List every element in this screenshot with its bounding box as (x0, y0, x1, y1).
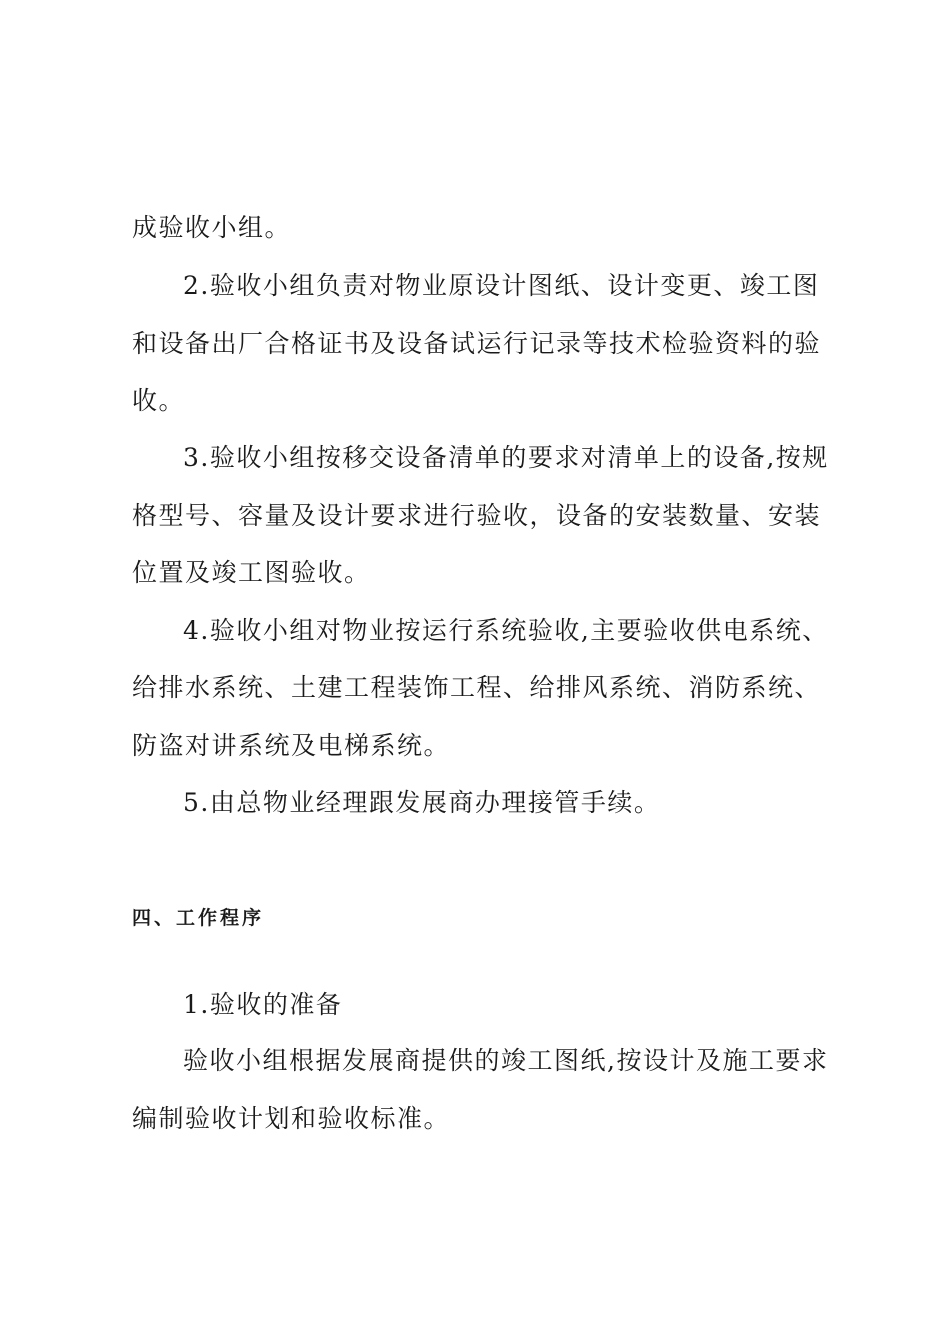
list-item-3-line-2: 格型号、容量及设计要求进行验收，设备的安装数量、安装 (132, 501, 822, 530)
subsection-title: 1.验收的准备 (183, 990, 343, 1019)
list-item-4-line-3: 防盗对讲系统及电梯系统。 (132, 731, 451, 760)
list-item-3-line-1: 3.验收小组按移交设备清单的要求对清单上的设备,按规 (183, 443, 829, 472)
list-item-4-line-2: 给排水系统、土建工程装饰工程、给排风系统、消防系统、 (132, 673, 822, 702)
paragraph-line-2: 编制验收计划和验收标准。 (132, 1104, 451, 1133)
list-item-3-line-3: 位置及竣工图验收。 (132, 558, 371, 587)
list-item-2-line-2: 和设备出厂合格证书及设备试运行记录等技术检验资料的验 (132, 329, 822, 358)
list-item-5-line-1: 5.由总物业经理跟发展商办理接管手续。 (183, 788, 661, 817)
list-item-2-line-1: 2.验收小组负责对物业原设计图纸、设计变更、竣工图 (183, 271, 820, 300)
paragraph-line-1: 验收小组根据发展商提供的竣工图纸,按设计及施工要求 (183, 1046, 829, 1075)
list-item-4-line-1: 4.验收小组对物业按运行系统验收,主要验收供电系统、 (183, 616, 829, 645)
list-item-2-line-3: 收。 (132, 386, 186, 415)
section-heading: 四、工作程序 (132, 907, 265, 929)
body-text-line: 成验收小组。 (132, 213, 292, 242)
